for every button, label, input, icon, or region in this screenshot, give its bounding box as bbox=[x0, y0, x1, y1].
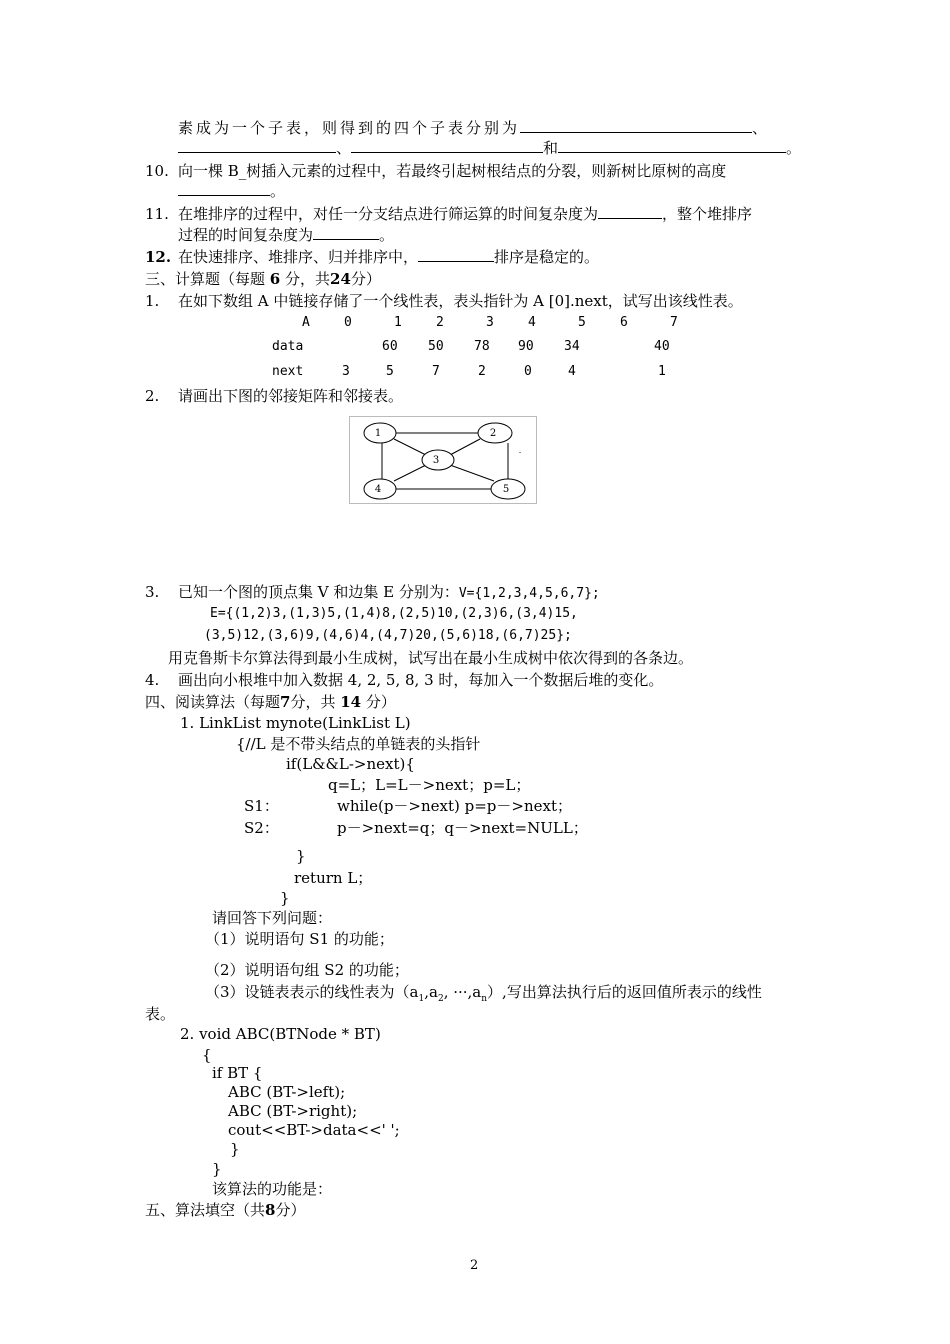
q12-text-b: 排序是稳定的。 bbox=[494, 248, 600, 266]
r1-q3-c: , ···,a bbox=[443, 983, 482, 1001]
sec4-n1: 7 bbox=[280, 693, 291, 711]
q11-end: 。 bbox=[379, 226, 395, 244]
q10-blank[interactable] bbox=[178, 181, 270, 196]
r1-s2: p－>next=q；q－>next=NULL； bbox=[337, 819, 588, 837]
c2-text: 请画出下图的邻接矩阵和邻接表。 bbox=[178, 387, 404, 405]
r2-title: 2. void ABC(BTNode * BT) bbox=[180, 1025, 381, 1043]
r2-line1: { bbox=[202, 1046, 212, 1064]
q9-blank-3[interactable] bbox=[351, 138, 543, 153]
r1-q3-b: ,a bbox=[424, 983, 438, 1001]
node-label-2: 2 bbox=[489, 428, 497, 439]
r1-line6: } bbox=[296, 847, 306, 865]
sec3-a: 三、计算题（每题 bbox=[145, 270, 266, 288]
array-data-cell: 40 bbox=[654, 339, 670, 354]
edge-4-3 bbox=[394, 465, 426, 481]
q9-end: 。 bbox=[786, 139, 802, 157]
q11-blank-1[interactable] bbox=[598, 204, 662, 219]
q9-and: 和 bbox=[543, 139, 559, 157]
sec3-c: 分） bbox=[350, 270, 381, 288]
q9-sep: 、 bbox=[752, 119, 771, 137]
r2-line7: } bbox=[212, 1160, 222, 1178]
r1-q1: （1）说明语句 S1 的功能； bbox=[205, 930, 394, 948]
section-5-heading bbox=[145, 1200, 305, 1220]
r1-line7: return L； bbox=[294, 869, 373, 887]
page-number: 2 bbox=[470, 1258, 479, 1273]
r1-q2: （2）说明语句组 S2 的功能； bbox=[205, 961, 409, 979]
array-data-cell: 50 bbox=[428, 339, 444, 354]
q12-num-text: 12. bbox=[145, 248, 172, 266]
r2-line4: ABC (BT->right); bbox=[228, 1102, 358, 1120]
q11-blank-2[interactable] bbox=[313, 225, 379, 240]
section-4-heading bbox=[145, 692, 396, 712]
array-next-cell: 0 bbox=[524, 364, 532, 379]
r2-line3: ABC (BT->left); bbox=[228, 1083, 346, 1101]
array-data-cell: 60 bbox=[382, 339, 398, 354]
r1-q3-subn: n bbox=[481, 994, 488, 1004]
q11-text1b: ，整个堆排序 bbox=[662, 205, 753, 223]
array-data-cell: 90 bbox=[518, 339, 534, 354]
r2-line5: cout<<BT->data<<' '; bbox=[228, 1121, 400, 1139]
array-head-cell: 3 bbox=[486, 315, 494, 330]
node-label-3: 3 bbox=[432, 455, 440, 466]
graph-dot: . bbox=[518, 446, 522, 455]
q12-line bbox=[178, 247, 599, 267]
r1-s1: while(p－>next) p=p－>next； bbox=[337, 797, 573, 815]
r1-s1-label: S1： bbox=[244, 797, 279, 815]
array-head-cell: 7 bbox=[670, 315, 678, 330]
q10-text: 向一棵 B_树插入元素的过程中，若最终引起树根结点的分裂，则新树比原树的高度 bbox=[178, 162, 727, 180]
c3-num: 3. bbox=[145, 583, 160, 601]
node-label-4: 4 bbox=[374, 484, 382, 495]
c2-num: 2. bbox=[145, 387, 160, 405]
c3-line1 bbox=[178, 582, 600, 604]
section-3-heading bbox=[145, 269, 381, 289]
graph-svg bbox=[350, 417, 538, 505]
edge-5-3 bbox=[450, 465, 494, 481]
c3-text: 已知一个图的顶点集 V 和边集 E 分别为： bbox=[178, 583, 459, 601]
array-head-cell: 6 bbox=[620, 315, 628, 330]
array-next-cell: 1 bbox=[658, 364, 666, 379]
r1-line8: } bbox=[280, 889, 290, 907]
q12-text: 在快速排序、堆排序、归并排序中， bbox=[178, 248, 419, 266]
q9-line1 bbox=[178, 118, 770, 138]
array-head-cell: 2 bbox=[436, 315, 444, 330]
array-head-cell: 4 bbox=[528, 315, 536, 330]
array-next-cell: 5 bbox=[386, 364, 394, 379]
c4-num: 4. bbox=[145, 671, 160, 689]
r2-line2: if BT { bbox=[212, 1064, 263, 1082]
r2-ask: 该算法的功能是： bbox=[212, 1180, 333, 1198]
array-next-cell: 7 bbox=[432, 364, 440, 379]
r1-title: 1. LinkList mynote(LinkList L) bbox=[180, 714, 411, 732]
sec3-b: 分，共 bbox=[285, 270, 331, 288]
c1-text: 在如下数组 A 中链接存储了一个线性表，表头指针为 A [0].next，试写出该线性表。 bbox=[178, 292, 743, 310]
r1-q3-a: （3）设链表表示的线性表为（a bbox=[205, 983, 419, 1001]
edge-2-3 bbox=[450, 439, 480, 455]
q9-line2 bbox=[178, 138, 801, 158]
sec3-n2: 24 bbox=[330, 270, 351, 288]
q11-text2: 过程的时间复杂度为 bbox=[178, 226, 314, 244]
q9-blank-2[interactable] bbox=[178, 138, 336, 153]
array-next-cell: 2 bbox=[478, 364, 486, 379]
q10-num: 10. bbox=[145, 162, 169, 180]
graph-figure bbox=[349, 416, 537, 504]
q12-num bbox=[145, 247, 171, 267]
q10-line2 bbox=[178, 181, 285, 201]
c3-edge-set-1: E={(1,2)3,(1,3)5,(1,4)8,(2,5)10,(2,3)6,(3,4)15, bbox=[210, 606, 578, 621]
edge-1-3 bbox=[394, 439, 426, 455]
c3-vertex-set: V={1,2,3,4,5,6,7}; bbox=[458, 586, 600, 601]
r1-s2-label: S2： bbox=[244, 819, 279, 837]
q9-sep2: 、 bbox=[336, 139, 352, 157]
array-data-label: data bbox=[272, 339, 304, 354]
sec4-b: 分，共 bbox=[290, 693, 336, 711]
q11-num: 11. bbox=[145, 205, 169, 223]
array-data-cell: 78 bbox=[474, 339, 490, 354]
array-head-cell: 1 bbox=[394, 315, 402, 330]
q10-end: 。 bbox=[270, 182, 286, 200]
sec4-c: 分） bbox=[365, 693, 396, 711]
r1-q3-wrap: 表。 bbox=[145, 1005, 176, 1023]
q12-blank[interactable] bbox=[418, 247, 494, 262]
sec5-n1: 8 bbox=[265, 1201, 276, 1219]
r1-line3: q=L；L=L－>next；p=L； bbox=[328, 776, 531, 794]
q9-blank-4[interactable] bbox=[558, 138, 786, 153]
array-head-cell: 0 bbox=[344, 315, 352, 330]
r1-q3-d: ）,写出算法执行后的返回值所表示的线性 bbox=[487, 983, 762, 1001]
sec3-n1: 6 bbox=[269, 270, 281, 288]
r1-q3-sub2: 2 bbox=[437, 994, 444, 1004]
c3-edge-set-2: (3,5)12,(3,6)9,(4,6)4,(4,7)20,(5,6)18,(6,7)25}; bbox=[204, 628, 572, 643]
r1-line2: if(L&&L->next){ bbox=[286, 755, 415, 773]
r2-line6: } bbox=[230, 1140, 240, 1158]
node-label-1: 1 bbox=[374, 428, 382, 439]
sec5-a: 五、算法填空（共 bbox=[145, 1201, 266, 1219]
node-label-5: 5 bbox=[502, 484, 510, 495]
q11-text1: 在堆排序的过程中，对任一分支结点进行筛运算的时间复杂度为 bbox=[178, 205, 599, 223]
array-head-cell: A bbox=[302, 315, 310, 330]
sec4-a: 四、阅读算法（每题 bbox=[145, 693, 281, 711]
array-next-cell: 3 bbox=[342, 364, 350, 379]
r1-q3-sub1: 1 bbox=[418, 994, 425, 1004]
sec5-b: 分） bbox=[275, 1201, 306, 1219]
q11-line2 bbox=[178, 225, 394, 245]
array-data-cell: 34 bbox=[564, 339, 580, 354]
array-next-cell: 4 bbox=[568, 364, 576, 379]
q9-blank-1[interactable] bbox=[520, 118, 752, 133]
c1-num: 1. bbox=[145, 292, 160, 310]
c3-text2: 用克鲁斯卡尔算法得到最小生成树，试写出在最小生成树中依次得到的各条边。 bbox=[168, 649, 694, 667]
q11-line1 bbox=[178, 204, 752, 224]
r1-line1: {//L 是不带头结点的单链表的头指针 bbox=[236, 735, 481, 753]
r1-ask: 请回答下列问题： bbox=[212, 909, 333, 927]
sec4-n2: 14 bbox=[340, 693, 362, 711]
q9-text: 素成为一个子表，则得到的四个子表分别为 bbox=[178, 119, 521, 137]
array-head-cell: 5 bbox=[578, 315, 586, 330]
c4-text: 画出向小根堆中加入数据 4, 2, 5, 8, 3 时，每加入一个数据后堆的变化。 bbox=[178, 671, 664, 689]
array-next-label: next bbox=[272, 364, 304, 379]
r1-q3 bbox=[205, 982, 762, 1009]
